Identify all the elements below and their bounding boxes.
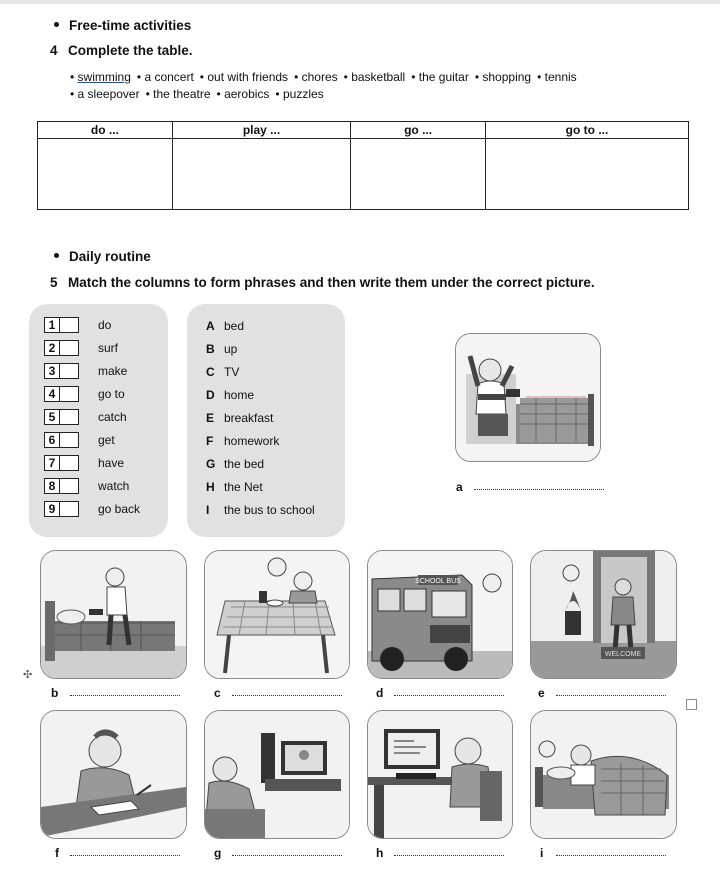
section-free-time: Free-time activities (54, 18, 191, 33)
verb-text: go to (98, 387, 125, 401)
item-number: 2 (44, 340, 60, 356)
table-cell-go[interactable] (351, 139, 486, 210)
match-right-item (206, 457, 264, 471)
verb-text: have (98, 456, 125, 470)
picture-c-breakfast (204, 550, 350, 679)
answer-line-e[interactable] (556, 695, 666, 696)
phrase-text: up (224, 342, 238, 356)
item-letter: B (206, 342, 215, 356)
verb-text: do (98, 318, 112, 332)
match-right-item (206, 411, 273, 425)
picture-label: i (540, 846, 544, 860)
item-number: 8 (44, 478, 60, 494)
table-cell-do[interactable] (38, 139, 173, 210)
item-number: 9 (44, 501, 60, 517)
item-letter: D (206, 388, 215, 402)
item-letter: A (206, 319, 215, 333)
word-box-item: swimming (77, 70, 131, 84)
verb-text: make (98, 364, 128, 378)
answer-box[interactable] (60, 363, 79, 379)
phrase-text: home (224, 388, 255, 402)
verb-text: watch (98, 479, 130, 493)
word-box-item: a sleepover (77, 87, 140, 101)
picture-f-homework (40, 710, 187, 839)
answer-line-b[interactable] (70, 695, 180, 696)
item-number: 4 (44, 386, 60, 402)
answer-box[interactable] (60, 432, 79, 448)
match-left-item (44, 363, 127, 379)
answer-line-f[interactable] (70, 855, 180, 856)
complete-table (37, 121, 689, 210)
word-box-item: aerobics (224, 87, 270, 101)
table-cell-go-to[interactable] (486, 139, 689, 210)
phrase-text: breakfast (224, 411, 274, 425)
picture-b-making-bed (40, 550, 187, 679)
phrase-text: the Net (224, 480, 263, 494)
word-box-item: shopping (482, 70, 532, 84)
match-right-item (206, 319, 244, 333)
column-header: play ... (172, 122, 350, 139)
verb-text: go back (98, 502, 141, 516)
match-right-item (206, 503, 315, 517)
item-letter: H (206, 480, 215, 494)
bus-sign: SCHOOL BUS (415, 578, 461, 585)
match-right-item (206, 480, 263, 494)
column-header: do ... (38, 122, 173, 139)
picture-label: b (51, 686, 59, 700)
item-letter: I (206, 503, 210, 517)
word-box-item: tennis (544, 70, 577, 84)
match-right-item (206, 434, 279, 448)
item-letter: G (206, 457, 216, 471)
answer-box[interactable] (60, 501, 79, 517)
phrase-text: the bed (224, 457, 265, 471)
word-box-item: basketball (351, 70, 406, 84)
table-cell-play[interactable] (172, 139, 350, 210)
item-number: 5 (44, 409, 60, 425)
picture-label: h (376, 846, 384, 860)
match-right-item (206, 388, 254, 402)
column-header: go to ... (486, 122, 689, 139)
exercise-4-heading: 4 Complete the table. (50, 43, 193, 58)
verb-text: get (98, 433, 115, 447)
answer-box[interactable] (60, 478, 79, 494)
item-number: 1 (44, 317, 60, 333)
word-box-item: chores (301, 70, 338, 84)
answer-box[interactable] (60, 386, 79, 402)
phrase-text: the bus to school (224, 503, 315, 517)
match-left-item (44, 340, 118, 356)
word-box-item: out with friends (207, 70, 289, 84)
match-left-item (44, 478, 129, 494)
picture-g-watching-tv (204, 710, 350, 839)
word-box-row-2: • a sleepover • the theatre • aerobics • puzzles (70, 87, 324, 101)
item-letter: E (206, 411, 215, 425)
answer-line-g[interactable] (232, 855, 342, 856)
match-left-item (44, 455, 124, 471)
answer-box[interactable] (60, 455, 79, 471)
word-box-item: a concert (144, 70, 194, 84)
exercise-5-heading: 5 Match the columns to form phrases and then write them under the correct picture. (50, 275, 595, 290)
answer-line-i[interactable] (556, 855, 666, 856)
verb-text: surf (98, 341, 119, 355)
answer-line-d[interactable] (394, 695, 504, 696)
move-icon[interactable]: ✣ (23, 669, 33, 681)
match-left-item (44, 409, 127, 425)
picture-h-surfing-net (367, 710, 513, 839)
match-right-item (206, 342, 237, 356)
picture-label: f (55, 846, 59, 860)
word-box-item: puzzles (282, 87, 324, 101)
picture-d-school-bus (367, 550, 513, 679)
match-left-item (44, 432, 115, 448)
picture-a-waking-up (455, 333, 601, 462)
word-box-row-1: • swimming • a concert • out with friends • chores • basketball • the guitar • shopping • tennis (70, 70, 577, 84)
answer-box[interactable] (60, 340, 79, 356)
picture-label: d (376, 686, 384, 700)
item-number: 7 (44, 455, 60, 471)
phrase-text: TV (224, 365, 240, 379)
match-left-item (44, 386, 125, 402)
phrase-text: homework (224, 434, 280, 448)
answer-line-c[interactable] (232, 695, 342, 696)
column-header: go ... (351, 122, 486, 139)
answer-line-a[interactable] (474, 489, 604, 490)
verb-text: catch (98, 410, 127, 424)
match-left-item (44, 317, 111, 333)
picture-label: a (456, 480, 463, 494)
word-box-item: the theatre (153, 87, 211, 101)
answer-box[interactable] (60, 409, 79, 425)
match-right-item (206, 365, 239, 379)
top-bar (0, 0, 720, 4)
match-left-item (44, 501, 140, 517)
picture-label: e (538, 686, 545, 700)
item-letter: F (206, 434, 214, 448)
picture-label: g (214, 846, 222, 860)
picture-i-going-to-bed (530, 710, 677, 839)
picture-label: c (214, 686, 221, 700)
item-number: 3 (44, 363, 60, 379)
welcome-mat-text: WELCOME (604, 651, 642, 658)
picture-e-going-home (530, 550, 677, 679)
answer-box[interactable] (60, 317, 79, 333)
phrase-text: bed (224, 319, 245, 333)
item-number: 6 (44, 432, 60, 448)
checkbox-icon[interactable] (686, 699, 697, 710)
item-letter: C (206, 365, 215, 379)
section-daily-routine: Daily routine (54, 249, 151, 264)
answer-line-h[interactable] (394, 855, 504, 856)
word-box-item: the guitar (418, 70, 469, 84)
